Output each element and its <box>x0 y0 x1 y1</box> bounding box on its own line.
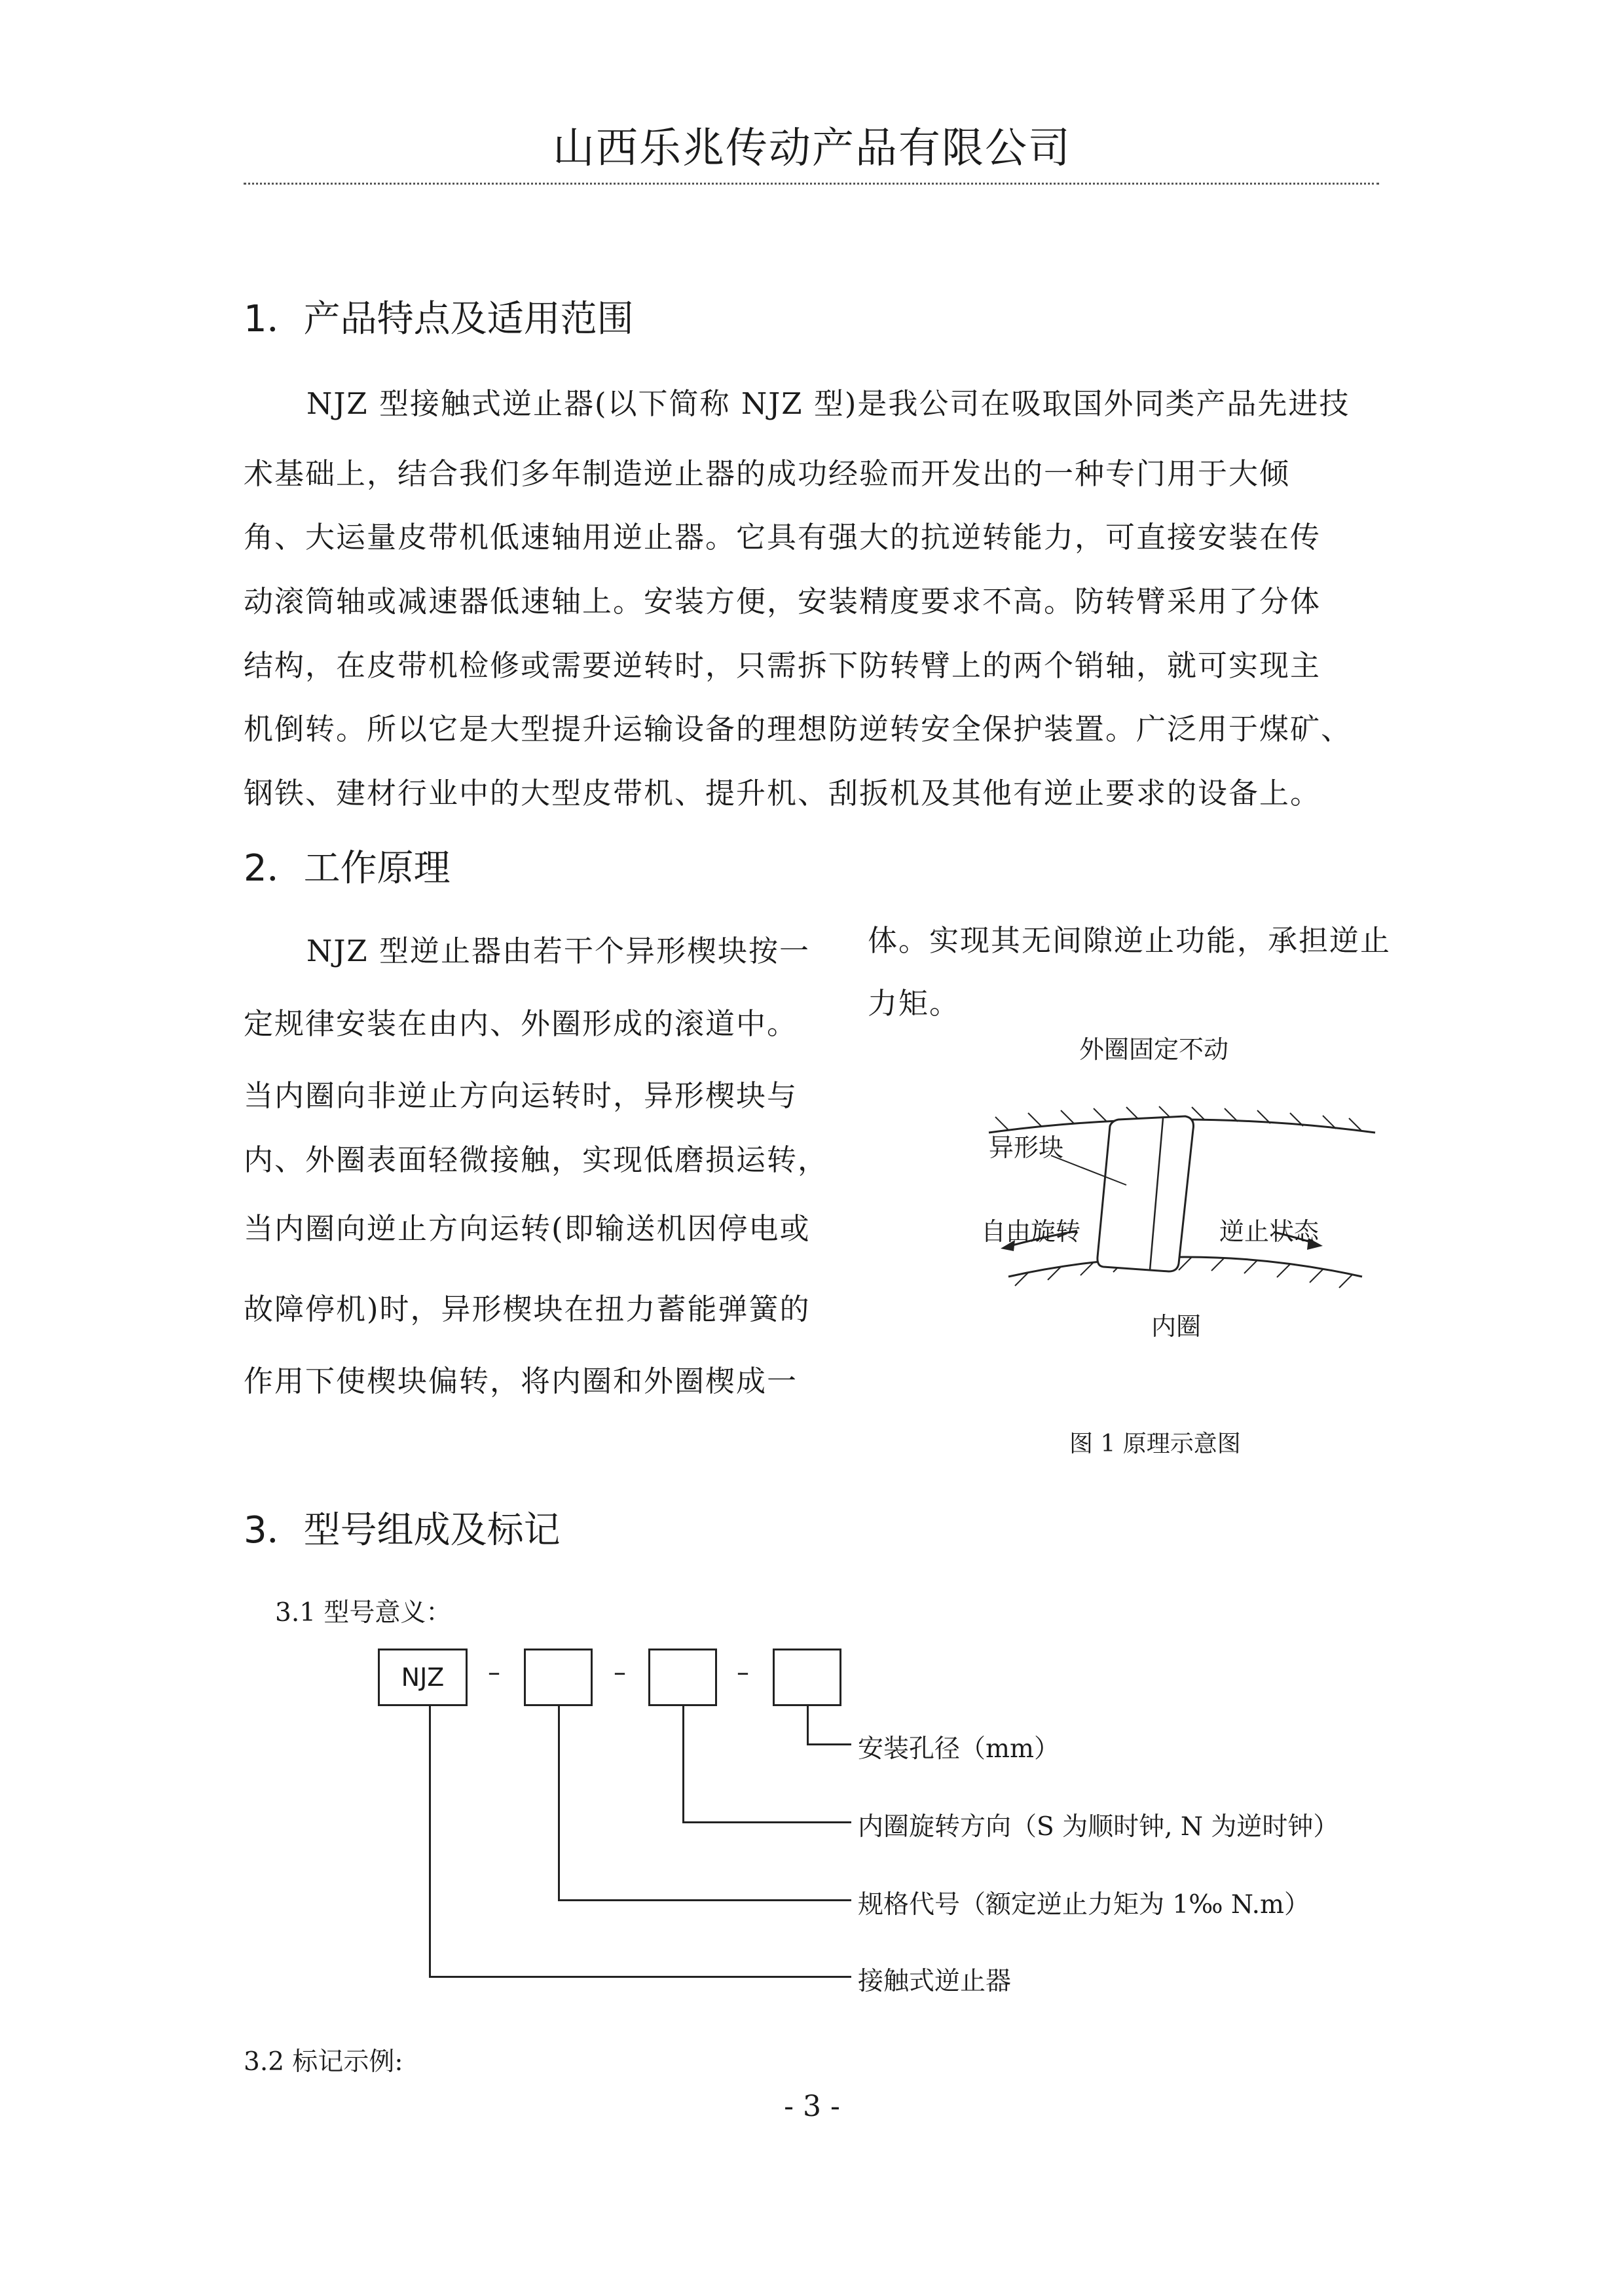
model-dash-3: – <box>737 1658 749 1686</box>
subsection-3-2: 3.2 标记示例: <box>244 2047 403 2077</box>
s2-left-line-3: 当内圈向非逆止方向运转时，异形楔块与 <box>244 1078 798 1113</box>
model-direction-box <box>648 1649 717 1706</box>
label-bore-diameter: 安装孔径（mm） <box>858 1734 1060 1764</box>
s2-left-line-7: 作用下使楔块偏转，将内圈和外圈楔成一 <box>244 1364 798 1398</box>
wedge-label: 异形块 <box>989 1133 1064 1162</box>
leader-direction-v <box>682 1706 684 1823</box>
leader-bore-v <box>807 1706 809 1745</box>
s2-left-line-6: 故障停机)时，异形楔块在扭力蓄能弹簧的 <box>244 1292 811 1326</box>
leader-direction-h <box>682 1821 851 1823</box>
principle-diagram <box>969 1080 1388 1329</box>
s1-line-2: 术基础上，结合我们多年制造逆止器的成功经验而开发出的一种专门用于大倾 <box>244 456 1291 491</box>
model-spec-box <box>524 1649 593 1706</box>
model-prefix-box: NJZ <box>378 1649 468 1706</box>
s2-left-line-5: 当内圈向逆止方向运转(即输送机因停电或 <box>244 1211 811 1246</box>
outer-ring-label: 外圈固定不动 <box>1079 1035 1229 1064</box>
leader-type-h <box>429 1976 851 1978</box>
s1-line-3: 角、大运量皮带机低速轴用逆止器。它具有强大的抗逆转能力，可直接安装在传 <box>244 520 1321 555</box>
s2-right-line-1: 体。实现其无间隙逆止功能，承担逆止 <box>868 923 1392 958</box>
s1-line-6: 机倒转。所以它是大型提升运输设备的理想防逆转安全保护装置。广泛用于煤矿、 <box>244 712 1352 746</box>
subsection-3-1: 3.1 型号意义： <box>275 1598 452 1628</box>
s1-line-5: 结构，在皮带机检修或需要逆转时，只需拆下防转臂上的两个销轴，就可实现主 <box>244 648 1321 683</box>
leader-bore-h <box>807 1743 851 1745</box>
figure-caption: 图 1 原理示意图 <box>1069 1430 1241 1457</box>
model-bore-box <box>773 1649 841 1706</box>
s2-left-line-2: 定规律安装在由内、外圈形成的滚道中。 <box>244 1006 798 1041</box>
inner-ring-hatching <box>1015 1257 1352 1288</box>
label-rotation-direction: 内圈旋转方向（S 为顺时钟, N 为逆时钟） <box>858 1812 1339 1842</box>
inner-ring-arc <box>1008 1257 1362 1277</box>
header-divider <box>244 183 1379 185</box>
inner-ring-label: 内圈 <box>1151 1312 1202 1341</box>
stop-state-label: 逆止状态 <box>1219 1217 1320 1246</box>
label-spec-code: 规格代号（额定逆止力矩为 1‰ N.m） <box>858 1890 1310 1920</box>
s1-line-1: NJZ 型接触式逆止器(以下简称 NJZ 型)是我公司在吸取国外同类产品先进技 <box>306 386 1350 421</box>
s2-left-line-4: 内、外圈表面轻微接触，实现低磨损运转， <box>244 1142 829 1177</box>
label-contact-type: 接触式逆止器 <box>858 1967 1012 1996</box>
leader-type-v <box>429 1706 431 1978</box>
page-number: - 3 - <box>784 2090 840 2123</box>
model-dash-2: – <box>614 1658 626 1686</box>
free-rotation-label: 自由旋转 <box>981 1217 1081 1246</box>
section-2-heading: 2．工作原理 <box>244 847 451 890</box>
leader-spec-v <box>558 1706 560 1901</box>
leader-spec-h <box>558 1899 851 1901</box>
s1-line-7: 钢铁、建材行业中的大型皮带机、提升机、刮扳机及其他有逆止要求的设备上。 <box>244 776 1321 811</box>
section-3-heading: 3．型号组成及标记 <box>244 1509 561 1552</box>
s2-left-line-1: NJZ 型逆止器由若干个异形楔块按一 <box>306 934 810 968</box>
section-1-heading: 1．产品特点及适用范围 <box>244 298 634 340</box>
s1-line-4: 动滚筒轴或减速器低速轴上。安装方便，安装精度要求不高。防转臂采用了分体 <box>244 584 1321 619</box>
company-header: 山西乐兆传动产品有限公司 <box>553 124 1071 173</box>
s2-right-line-2: 力矩。 <box>868 986 961 1021</box>
model-dash-1: – <box>488 1658 500 1686</box>
wedge-shape <box>1098 1116 1194 1271</box>
